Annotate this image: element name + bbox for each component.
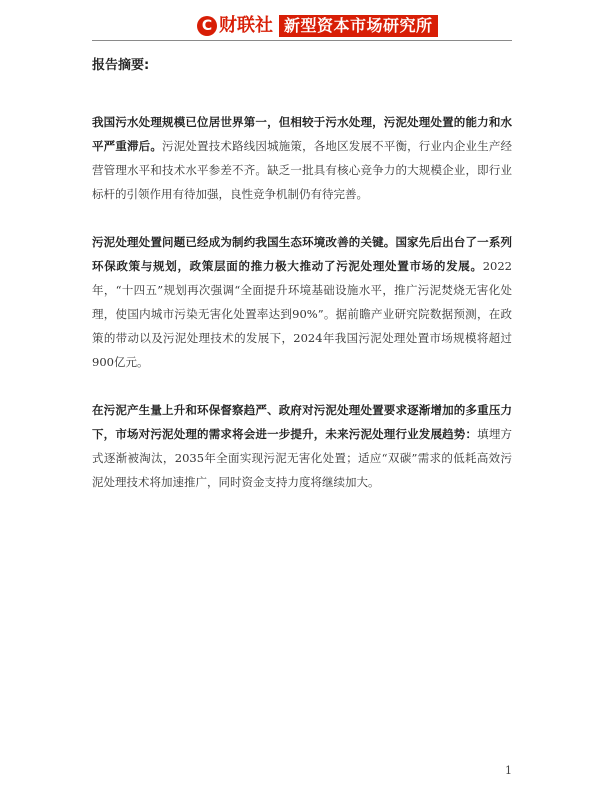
page-header	[0, 0, 600, 42]
page-number: 1	[505, 764, 512, 777]
paragraph-2-lead: 污泥处理处置问题已经成为制约我国生态环境改善的关键。国家先后出台了一系列环保政策与规划，政策层面的推力极大推动了污泥处理处置市场的发展。	[92, 235, 512, 273]
summary-paragraph-3	[92, 398, 512, 494]
logo-brand-text: 财联社	[219, 15, 273, 36]
header-divider	[92, 40, 512, 41]
summary-paragraph-1	[92, 110, 512, 206]
summary-paragraph-2	[92, 230, 512, 374]
report-summary	[92, 56, 512, 489]
paragraph-3-body: 填埋方式逐渐被淘汰，2035年全面实现污泥无害化处置；适应“双碳”需求的低耗高效污泥处理技术将加速推广，同时资金支持力度将继续加大。	[92, 427, 512, 489]
paragraph-2-body: 2022年，“十四五”规划再次强调“全面提升环境基础设施水平，推广污泥焚烧无害化处理，使国内城市污染无害化处置率达到90%”。据前瞻产业研究院数据预测，在政策的带动以及污泥处理技术的发展下，2024年我国污泥处理处置市场规模将超过900亿元。	[92, 259, 512, 369]
logo	[197, 14, 438, 38]
logo-mark-icon: C	[197, 16, 217, 36]
logo-institute-text: 新型资本市场研究所	[279, 15, 438, 37]
summary-title: 报告摘要:	[92, 58, 150, 73]
paragraph-3-lead: 在污泥产生量上升和环保督察趋严、政府对污泥处理处置要求逐渐增加的多重压力下，市场对污泥处理的需求将会进一步提升，未来污泥处理行业发展趋势：	[92, 403, 512, 441]
paragraph-1-lead: 我国污水处理规模已位居世界第一，但相较于污水处理，污泥处理处置的能力和水平严重滞后。	[92, 115, 512, 153]
paragraph-1-body: 污泥处置技术路线因城施策，各地区发展不平衡，行业内企业生产经营管理水平和技术水平参差不齐。缺乏一批具有核心竞争力的大规模企业，即行业标杆的引领作用有待加强，良性竞争机制仍有待完善。	[92, 139, 512, 201]
